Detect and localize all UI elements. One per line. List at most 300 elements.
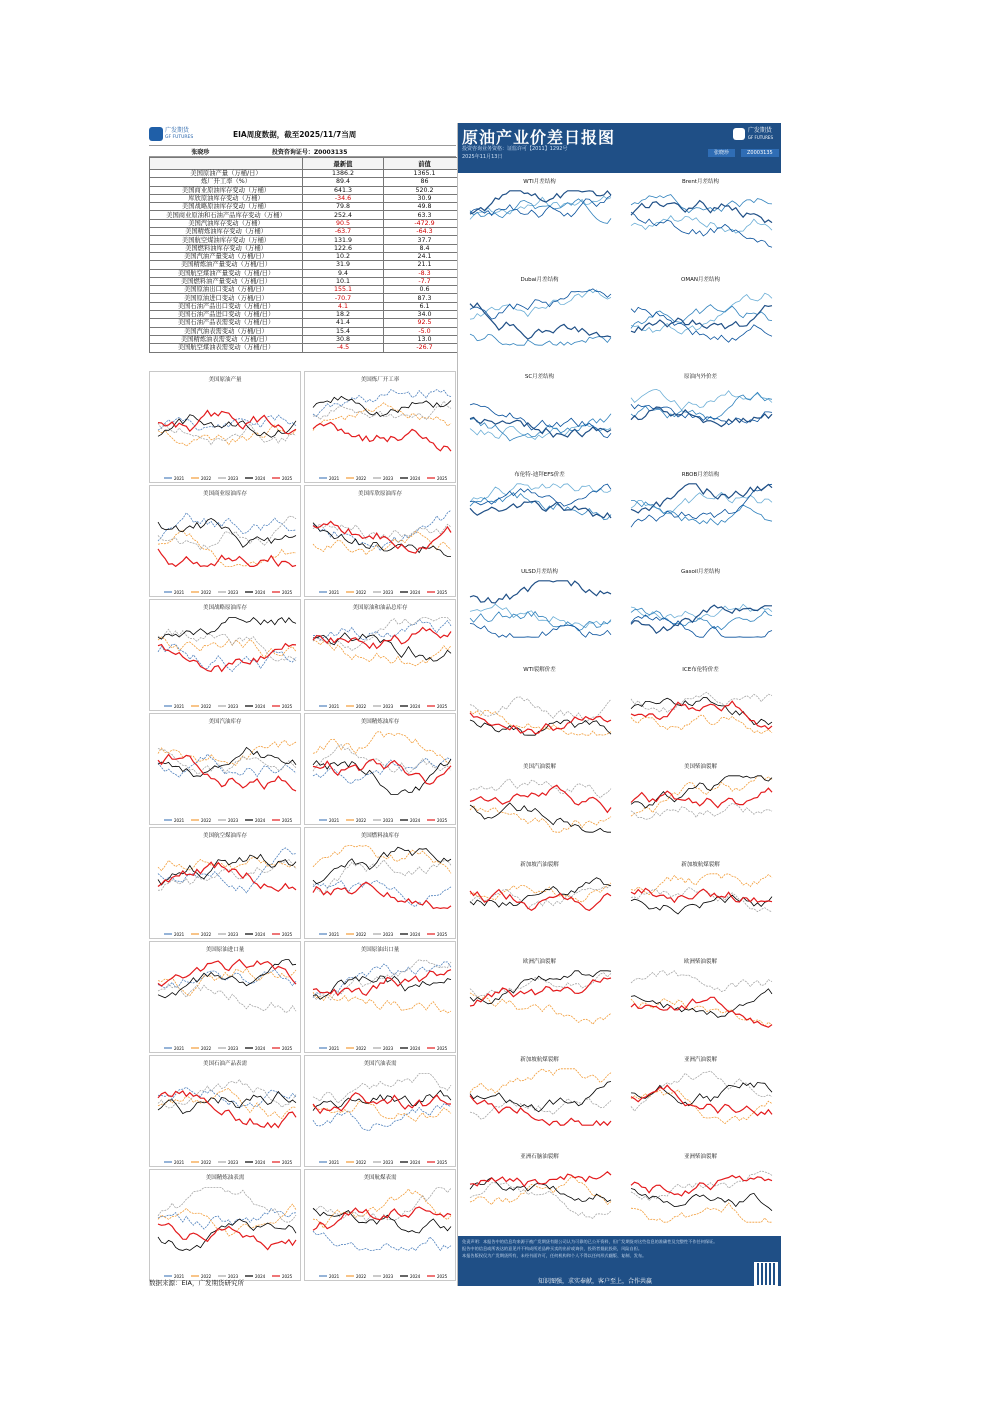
chart-series-line	[158, 960, 296, 998]
chart-series-line	[158, 749, 296, 774]
legend-label: 2022	[356, 590, 367, 595]
spread-chart	[623, 468, 778, 564]
legend-label: 2021	[329, 1160, 340, 1165]
legend-label: 2025	[437, 476, 448, 481]
legend-label: 2025	[437, 818, 448, 823]
chart-series-line	[313, 423, 451, 452]
spread-chart-svg	[462, 175, 617, 271]
eia-chart-title: 美国原油产量	[208, 377, 242, 383]
legend-label: 2022	[201, 1274, 212, 1279]
row-latest: 641.3	[303, 186, 384, 194]
legend-label: 2024	[255, 590, 266, 595]
row-prev: -64.3	[384, 228, 466, 236]
spread-chart	[462, 760, 617, 856]
eia-chart	[304, 1169, 456, 1281]
legend-label: 2023	[228, 476, 239, 481]
chart-series-line	[470, 289, 611, 319]
chart-series-line	[470, 1081, 611, 1111]
legend-label: 2023	[228, 1160, 239, 1165]
row-label: 美国商业原油和石油产品库存变动（万桶）	[150, 211, 303, 219]
spread-chart-title: 布伦特-迪拜EFS价差	[514, 471, 565, 478]
chart-series-line	[470, 877, 611, 906]
legend-label: 2024	[410, 1046, 421, 1051]
spread-chart-svg	[623, 370, 778, 466]
chart-series-line	[470, 1177, 611, 1205]
table-row	[150, 319, 466, 327]
row-label: 美国燃料油产量变动（万桶/日）	[150, 277, 303, 285]
chart-series-line	[313, 970, 451, 996]
legend-label: 2022	[356, 932, 367, 937]
row-prev: 49.8	[384, 203, 466, 211]
row-label: 炼厂开工率（%）	[150, 178, 303, 186]
row-prev: 37.7	[384, 236, 466, 244]
spread-chart-title: 亚洲柴油裂解	[683, 1154, 717, 1160]
table-row	[150, 261, 466, 269]
eia-chart-title: 美国原油进口量	[205, 947, 245, 953]
legend-label: 2023	[383, 1274, 394, 1279]
table-row	[150, 244, 466, 252]
chart-series-line	[470, 720, 611, 735]
chart-series-line	[158, 960, 296, 986]
row-latest: 10.2	[303, 252, 384, 260]
spread-chart	[623, 565, 778, 661]
chart-series-line	[158, 1080, 296, 1108]
eia-chart	[304, 827, 456, 939]
spread-chart-svg	[623, 565, 778, 661]
spread-chart-title: 新加坡汽油裂解	[520, 861, 559, 868]
legend-label: 2022	[356, 818, 367, 823]
row-prev: 24.1	[384, 252, 466, 260]
chart-series-line	[631, 492, 772, 513]
legend-label: 2022	[201, 818, 212, 823]
row-prev: 8.4	[384, 244, 466, 252]
legend-label: 2023	[383, 476, 394, 481]
eia-chart	[149, 371, 301, 483]
legend-label: 2022	[201, 1046, 212, 1051]
gf-logo	[149, 124, 203, 144]
legend-label: 2021	[174, 1274, 185, 1279]
row-label: 美国原油进口变动（万桶/日）	[150, 294, 303, 302]
legend-label: 2025	[437, 1274, 448, 1279]
legend-label: 2021	[329, 1046, 340, 1051]
legend-label: 2022	[201, 590, 212, 595]
eia-chart-title: 美国战略原油库存	[202, 605, 247, 611]
spread-chart-title: 原油内外价差	[683, 374, 717, 380]
row-latest: 131.9	[303, 236, 384, 244]
eia-chart	[304, 941, 456, 1053]
legend-label: 2021	[174, 932, 185, 937]
spread-chart-title: RBOB月差结构	[681, 471, 720, 478]
row-label: 美国航空煤油产量变动（万桶/日）	[150, 269, 303, 277]
chart-series-line	[470, 993, 611, 1024]
table-row	[150, 302, 466, 310]
eia-chart-title: 美国精炼油表需	[205, 1175, 245, 1181]
chart-series-line	[631, 776, 772, 808]
spread-chart	[623, 858, 778, 954]
spread-chart-title: 新加坡航煤裂解	[520, 1056, 559, 1063]
spread-chart-svg	[462, 1150, 617, 1246]
spread-chart	[623, 663, 778, 759]
eia-chart-svg	[150, 486, 302, 598]
col-latest-header: 最新值	[303, 158, 384, 170]
disclaimer-2: 报告中的信息或所表达的意见并不构成所述品种买卖的出价或询价，投资者据此投资，风险自担。	[462, 1246, 643, 1251]
legend-label: 2021	[329, 932, 340, 937]
row-label: 美国精炼油表需变动（万桶/日）	[150, 335, 303, 343]
row-prev: 1365.1	[384, 170, 466, 178]
chart-series-line	[631, 1189, 772, 1211]
row-prev: -8.3	[384, 269, 466, 277]
chart-series-line	[631, 407, 772, 427]
chart-series-line	[313, 1074, 451, 1103]
eia-chart-svg	[150, 714, 302, 826]
spread-chart-title: 亚洲石脑油裂解	[520, 1154, 559, 1160]
chart-series-line	[631, 1082, 772, 1105]
spread-chart-svg	[462, 760, 617, 856]
chart-series-line	[631, 212, 772, 247]
legend-label: 2022	[201, 1160, 212, 1165]
spread-chart-title: 亚洲汽油裂解	[683, 1056, 717, 1063]
table-row	[150, 211, 466, 219]
legend-label: 2022	[201, 704, 212, 709]
chart-series-line	[631, 971, 772, 992]
legend-label: 2022	[356, 1274, 367, 1279]
spread-chart	[623, 955, 778, 1051]
chart-series-line	[631, 895, 772, 914]
row-latest: 89.4	[303, 178, 384, 186]
eia-chart-svg	[305, 942, 457, 1054]
legend-label: 2021	[174, 1160, 185, 1165]
spread-chart-svg	[623, 1150, 778, 1246]
eia-chart-svg	[305, 714, 457, 826]
legend-label: 2024	[410, 1160, 421, 1165]
eia-chart-title: 美国航空煤油库存	[202, 833, 247, 839]
spread-chart	[462, 468, 617, 564]
eia-chart-svg	[305, 1056, 457, 1168]
legend-label: 2024	[255, 1046, 266, 1051]
row-latest: 18.2	[303, 311, 384, 319]
table-row	[150, 344, 466, 352]
row-prev: 6.1	[384, 302, 466, 310]
legend-label: 2023	[228, 1274, 239, 1279]
chart-series-line	[470, 604, 611, 628]
spread-title: 原油产业价差日报图	[462, 128, 616, 147]
legend-label: 2021	[329, 590, 340, 595]
row-latest: 4.1	[303, 302, 384, 310]
legend-label: 2022	[201, 932, 212, 937]
spread-chart-svg	[623, 760, 778, 856]
spread-chart-svg	[623, 955, 778, 1051]
legend-label: 2022	[356, 704, 367, 709]
chart-series-line	[470, 803, 611, 832]
row-label: 美国精炼油产量变动（万桶/日）	[150, 261, 303, 269]
row-latest: 252.4	[303, 211, 384, 219]
spread-chart-svg	[462, 663, 617, 759]
legend-label: 2021	[174, 1046, 185, 1051]
chart-series-line	[631, 1176, 772, 1196]
chart-series-line	[470, 612, 611, 631]
row-label: 美国汽油库存变动（万桶）	[150, 219, 303, 227]
row-prev: 87.3	[384, 294, 466, 302]
eia-chart-title: 美国商业原油库存	[202, 491, 247, 497]
chart-series-line	[313, 759, 451, 794]
table-row	[150, 178, 466, 186]
row-latest: 30.8	[303, 335, 384, 343]
spread-chart-title: Brent月差结构	[682, 179, 719, 185]
row-label: 美国原油出口变动（万桶/日）	[150, 286, 303, 294]
legend-label: 2024	[255, 1160, 266, 1165]
eia-chart-title: 美国原油和油品总库存	[352, 605, 408, 611]
eia-chart-svg	[150, 942, 302, 1054]
eia-chart-svg	[150, 1170, 302, 1282]
chart-series-line	[313, 745, 451, 774]
legend-label: 2023	[383, 818, 394, 823]
eia-chart-title: 美国燃料油库存	[360, 833, 400, 839]
eia-chart-svg	[150, 828, 302, 940]
eia-chart	[149, 485, 301, 597]
eia-chart-svg	[305, 828, 457, 940]
chart-series-line	[631, 1071, 772, 1111]
legend-label: 2024	[255, 818, 266, 823]
table-header-row	[150, 158, 466, 170]
chart-series-line	[470, 712, 611, 733]
row-prev: 63.3	[384, 211, 466, 219]
chart-series-line	[470, 334, 611, 345]
spread-chart-title: ICE布伦特价差	[682, 666, 719, 673]
chart-series-line	[158, 637, 296, 658]
legend-label: 2025	[282, 1160, 293, 1165]
legend-label: 2021	[329, 476, 340, 481]
row-label: 美国燃料油库存变动（万桶）	[150, 244, 303, 252]
chart-series-line	[313, 523, 451, 557]
spread-chart-title: WTI月差结构	[523, 179, 556, 185]
eia-chart-title: 美国汽油表需	[363, 1061, 397, 1067]
analyst-name: 张晓珍	[191, 148, 210, 156]
chart-series-line	[313, 882, 451, 908]
chart-series-line	[470, 889, 611, 910]
eia-chart	[304, 599, 456, 711]
eia-chart	[304, 713, 456, 825]
row-prev: -5.0	[384, 327, 466, 335]
eia-chart-title: 美国汽油库存	[208, 719, 242, 725]
spread-chart-svg	[623, 1053, 778, 1149]
row-latest: -63.7	[303, 228, 384, 236]
row-prev: 520.2	[384, 186, 466, 194]
spread-chart-svg	[462, 565, 617, 661]
disclaimer-1: 免责声明：本报告中的信息均来源于被广发期货有限公司认为可靠的已公开资料，但广发期货对这些信息的准确性及完整性不作任何保证。	[462, 1239, 718, 1244]
table-row	[150, 186, 466, 194]
eia-chart-svg	[150, 372, 302, 484]
chart-series-line	[313, 628, 451, 649]
row-label: 美国精炼油库存变动（万桶）	[150, 228, 303, 236]
table-row	[150, 269, 466, 277]
row-latest: 122.6	[303, 244, 384, 252]
chart-series-line	[313, 960, 451, 1000]
eia-chart-title: 美国原油出口量	[360, 947, 400, 953]
col-prev-header: 前值	[384, 158, 466, 170]
legend-label: 2024	[410, 818, 421, 823]
legend-label: 2024	[410, 932, 421, 937]
chart-series-line	[631, 500, 772, 525]
chart-series-line	[158, 549, 296, 567]
spread-chart-title: 新加坡航煤裂解	[681, 861, 720, 868]
legend-label: 2024	[410, 1274, 421, 1279]
legend-label: 2023	[228, 932, 239, 937]
legend-label: 2024	[255, 476, 266, 481]
chart-series-line	[631, 392, 772, 420]
legend-label: 2023	[383, 932, 394, 937]
legend-label: 2025	[437, 932, 448, 937]
row-prev: -472.9	[384, 219, 466, 227]
legend-label: 2023	[383, 590, 394, 595]
left-chart-grid	[149, 371, 456, 1279]
legend-label: 2025	[282, 932, 293, 937]
spread-chart-svg	[462, 370, 617, 466]
qr-code-icon	[754, 1262, 778, 1286]
row-prev: -26.7	[384, 344, 466, 352]
eia-chart-svg	[305, 600, 457, 712]
analyst-tag: 张晓珍	[708, 149, 735, 157]
eia-chart	[149, 941, 301, 1053]
chart-series-line	[470, 973, 611, 998]
table-row	[150, 219, 466, 227]
spread-chart-title: WTI裂解价差	[523, 666, 556, 673]
spread-chart-svg	[462, 858, 617, 954]
row-latest: -4.5	[303, 344, 384, 352]
eia-chart-svg	[305, 486, 457, 598]
table-row	[150, 335, 466, 343]
chart-series-line	[470, 581, 611, 603]
chart-series-line	[313, 1207, 451, 1230]
chart-series-line	[158, 1223, 296, 1249]
chart-series-line	[158, 858, 296, 871]
logo-en: GF FUTURES	[165, 135, 194, 140]
eia-weekly-panel	[149, 123, 456, 1288]
legend-label: 2024	[255, 704, 266, 709]
chart-series-line	[158, 860, 296, 891]
spread-chart	[623, 175, 778, 271]
legend-label: 2023	[228, 590, 239, 595]
row-latest: 15.4	[303, 327, 384, 335]
legend-label: 2023	[228, 704, 239, 709]
legend-label: 2025	[282, 476, 293, 481]
spread-chart-svg	[623, 468, 778, 564]
chart-series-line	[313, 962, 451, 998]
row-prev: 21.1	[384, 261, 466, 269]
chart-series-line	[631, 776, 772, 816]
chart-series-line	[470, 1178, 611, 1202]
row-latest: 90.5	[303, 219, 384, 227]
chart-series-line	[313, 1093, 451, 1114]
spread-chart-svg	[623, 175, 778, 271]
legend-label: 2023	[383, 1160, 394, 1165]
spread-chart	[462, 370, 617, 466]
spread-chart	[462, 955, 617, 1051]
row-latest: 41.4	[303, 319, 384, 327]
legend-label: 2022	[356, 1160, 367, 1165]
spread-chart-title: OMAN月差结构	[681, 276, 720, 283]
table-row	[150, 236, 466, 244]
row-label: 美国商业原油库存变动（万桶）	[150, 186, 303, 194]
gf-logo-right	[733, 127, 773, 141]
eia-chart	[304, 485, 456, 597]
row-label: 库欣原油库存变动（万桶）	[150, 194, 303, 202]
chart-series-line	[631, 1090, 772, 1124]
legend-label: 2025	[437, 1160, 448, 1165]
chart-series-line	[631, 1085, 772, 1115]
chart-series-line	[313, 847, 451, 883]
row-label: 美国石油产品出口变动（万桶/日）	[150, 302, 303, 310]
spread-chart	[462, 1150, 617, 1246]
legend-label: 2024	[255, 1274, 266, 1279]
spread-chart-svg	[462, 468, 617, 564]
eia-chart-title: 美国库欣原油库存	[357, 491, 402, 497]
chart-series-line	[470, 1172, 611, 1187]
eia-header	[149, 123, 456, 146]
chart-series-line	[313, 732, 451, 764]
row-label: 美国汽油表需变动（万桶/日）	[150, 327, 303, 335]
row-latest: -34.6	[303, 194, 384, 202]
license-tag: Z0003135	[741, 149, 779, 157]
chart-series-line	[158, 644, 296, 671]
spread-chart	[462, 565, 617, 661]
legend-label: 2021	[174, 818, 185, 823]
row-prev: 86	[384, 178, 466, 186]
spread-chart	[462, 175, 617, 271]
legend-label: 2023	[228, 1046, 239, 1051]
chart-series-line	[631, 201, 772, 223]
chart-series-line	[313, 633, 451, 661]
legend-label: 2022	[201, 476, 212, 481]
spread-chart-title: ULSD月差结构	[521, 569, 558, 575]
row-label: 美国汽油产量变动（万桶/日）	[150, 252, 303, 260]
eia-title: EIA周度数据，截至2025/11/7当周	[233, 129, 357, 139]
legend-label: 2022	[356, 1046, 367, 1051]
chart-series-line	[158, 629, 296, 661]
chart-series-line	[470, 303, 611, 339]
row-label: 美国航空煤油表需变动（万桶/日）	[150, 344, 303, 352]
spread-chart-title: 欧洲柴油裂解	[683, 959, 717, 965]
eia-chart-svg	[305, 1170, 457, 1282]
row-label: 美国航空煤油库存变动（万桶）	[150, 236, 303, 244]
chart-series-line	[470, 624, 611, 638]
table-row	[150, 311, 466, 319]
chart-series-line	[158, 1209, 296, 1230]
table-row	[150, 194, 466, 202]
legend-label: 2025	[282, 704, 293, 709]
chart-series-line	[631, 999, 772, 1027]
chart-series-line	[158, 513, 296, 541]
eia-chart	[149, 713, 301, 825]
spread-chart	[462, 858, 617, 954]
table-row	[150, 228, 466, 236]
chart-series-line	[313, 403, 451, 431]
chart-series-line	[470, 484, 611, 506]
spread-chart	[462, 1053, 617, 1149]
spread-chart-svg	[623, 858, 778, 954]
chart-series-line	[313, 1189, 451, 1228]
eia-chart	[149, 1169, 301, 1281]
legend-label: 2025	[282, 1046, 293, 1051]
spread-chart-svg	[462, 273, 617, 369]
spread-chart-title: 欧洲汽油裂解	[522, 959, 556, 965]
eia-chart	[304, 371, 456, 483]
legend-label: 2024	[255, 932, 266, 937]
legend-label: 2025	[282, 1274, 293, 1279]
row-latest: -70.7	[303, 294, 384, 302]
row-prev: 34.0	[384, 311, 466, 319]
spread-chart	[462, 273, 617, 369]
legend-label: 2021	[174, 590, 185, 595]
